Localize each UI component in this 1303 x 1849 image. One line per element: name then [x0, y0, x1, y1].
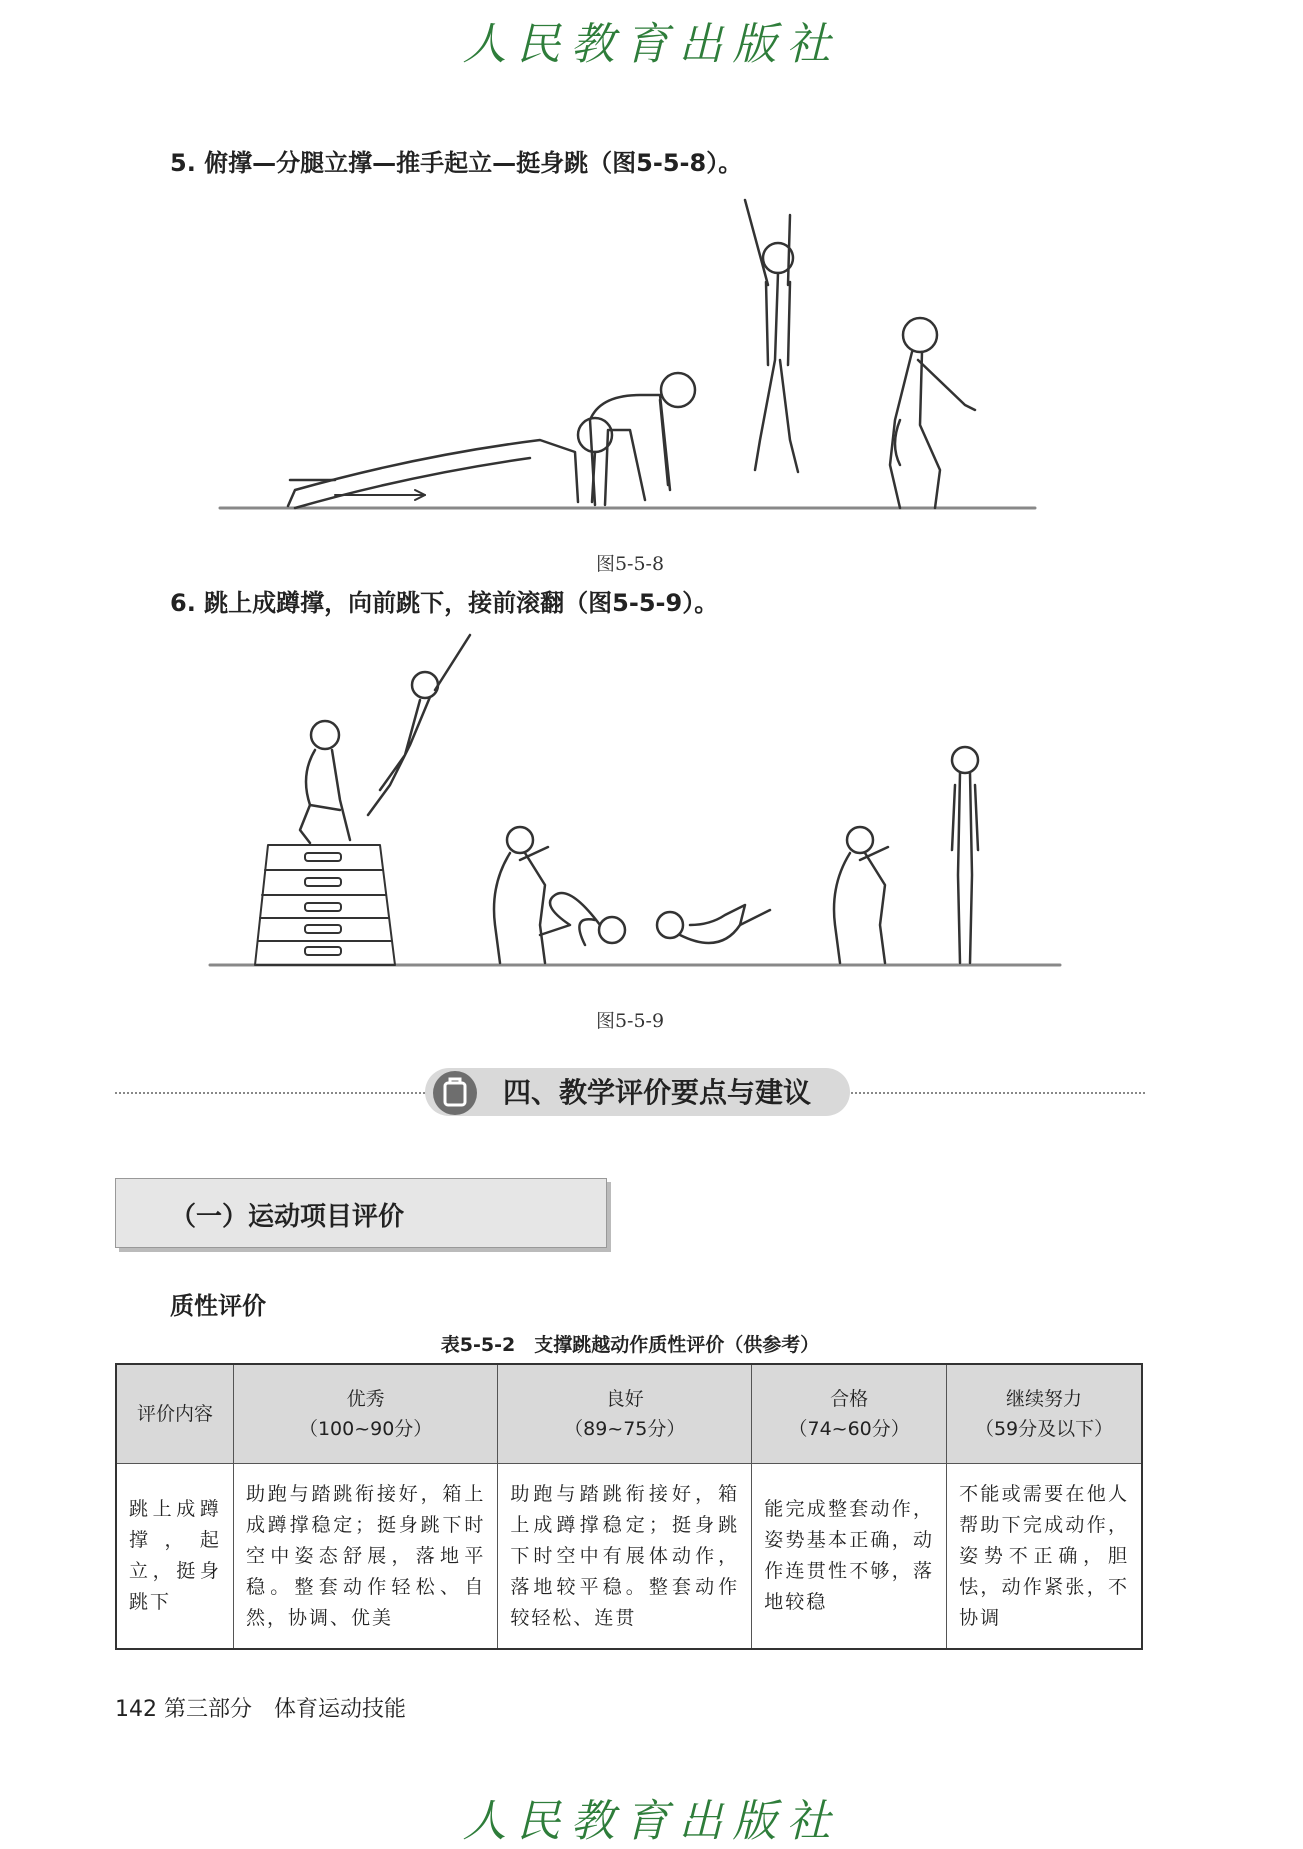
- figure-landing: [890, 318, 975, 508]
- figure-pushup: [288, 418, 612, 508]
- figure-squat-on-box: [300, 721, 350, 843]
- cell-pass: 能完成整套动作，姿势基本正确，动作连贯性不够，落地较稳: [752, 1464, 947, 1650]
- part-title: 第三部分 体育运动技能: [164, 1697, 407, 1722]
- figure-crouch-2: [834, 827, 888, 963]
- header-excellent: 优秀 （100~90分）: [233, 1364, 497, 1464]
- figure-dive: [368, 635, 470, 815]
- figure-jump: [745, 200, 798, 472]
- figure-5-5-9-caption: 图5-5-9: [595, 1010, 665, 1032]
- step-6-title: 6. 跳上成蹲撑，向前跳下，接前滚翻（图5-5-9）。: [170, 589, 719, 617]
- table-header-row: [116, 1364, 1142, 1464]
- qualitative-label: 质性评价: [170, 1292, 266, 1320]
- figure-stand: [952, 747, 978, 963]
- publisher-watermark-top: 人民教育出版社: [462, 19, 841, 70]
- table-title: 表5-5-2 支撑跳越动作质性评价（供参考）: [440, 1334, 820, 1356]
- clipboard-icon: [433, 1071, 477, 1115]
- vaulting-box: [255, 845, 395, 965]
- figure-roll: [540, 893, 625, 945]
- header-improve: 继续努力 （59分及以下）: [947, 1364, 1142, 1464]
- cell-improve: 不能或需要在他人帮助下完成动作，姿势不正确，胆怯，动作紧张，不协调: [947, 1464, 1142, 1650]
- step-5-title: 5. 俯撑—分腿立撑—推手起立—挺身跳（图5-5-8）。: [170, 149, 743, 177]
- cell-content: 跳上成蹲撑，起立，挺身跳下: [116, 1464, 233, 1650]
- subsection-heading: （一）运动项目评价: [170, 1202, 405, 1232]
- table-row: [116, 1464, 1142, 1650]
- header-pass: 合格 （74~60分）: [752, 1364, 947, 1464]
- publisher-watermark-bottom: 人民教育出版社: [462, 1796, 841, 1847]
- figure-tuck: [657, 905, 770, 943]
- figure-5-5-9: [200, 625, 1070, 980]
- figure-5-5-8: [200, 190, 1050, 520]
- cell-excellent: 助跑与踏跳衔接好，箱上成蹲撑稳定；挺身跳下时空中姿态舒展，落地平稳。整套动作轻松、自然，协调、优美: [233, 1464, 497, 1650]
- header-good: 良好 （89~75分）: [498, 1364, 752, 1464]
- page-number: 142: [115, 1697, 157, 1722]
- section-heading: 四、教学评价要点与建议: [503, 1076, 812, 1109]
- figure-straddle: [590, 373, 695, 505]
- figure-5-5-8-caption: 图5-5-8: [595, 553, 665, 575]
- figure-crouch-1: [494, 827, 548, 963]
- cell-good: 助跑与踏跳衔接好，箱上成蹲撑稳定；挺身跳下时空中有展体动作，落地较平稳。整套动作较轻松、连贯: [498, 1464, 752, 1650]
- evaluation-table: [115, 1363, 1143, 1650]
- page-footer: [115, 1692, 406, 1723]
- header-content: 评价内容: [116, 1364, 233, 1464]
